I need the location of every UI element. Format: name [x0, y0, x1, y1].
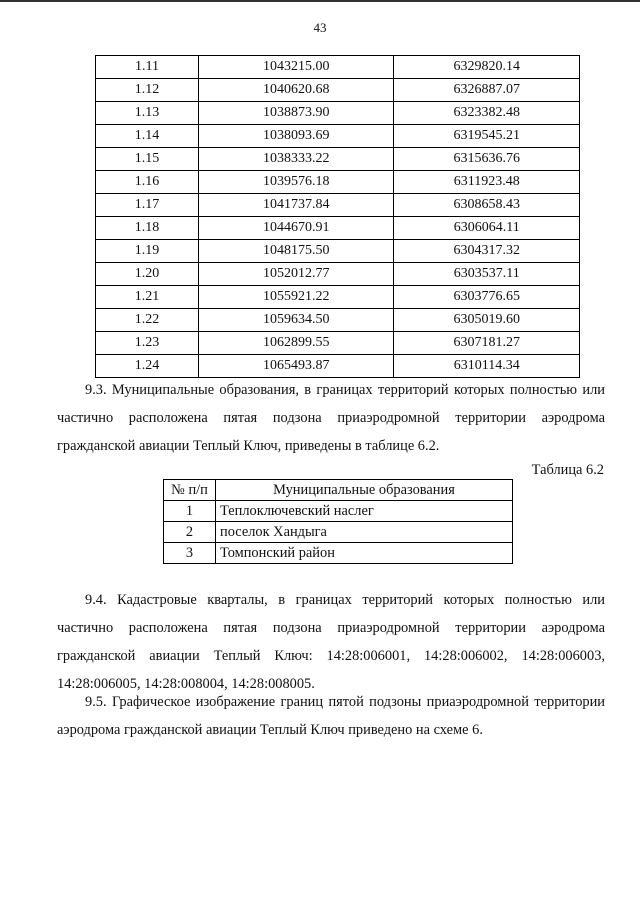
municipality-name-cell: Томпонский район: [216, 543, 513, 564]
y-coordinate-cell: 6308658.43: [394, 194, 580, 217]
table-caption: Таблица 6.2: [531, 462, 604, 478]
table-row: [96, 240, 580, 263]
paragraph-9-4: [57, 586, 605, 698]
point-id-cell: 1.24: [96, 355, 199, 378]
municipality-name-cell: Теплоключевский наслег: [216, 501, 513, 522]
y-coordinate-cell: 6304317.32: [394, 240, 580, 263]
paragraph-9-4-text: 9.4. Кадастровые кварталы, в границах территорий которых полностью или частично расположена пятая подзона приаэродромной территории аэродрома гражданской авиации Теплый Ключ: 14:28:006001, 14:28:006002, 14:28:006003, 14:28:006005, 14:28:008004, 14:28:008005.: [57, 592, 605, 692]
page-number: 43: [313, 20, 327, 35]
coordinates-table-body: [96, 56, 580, 378]
page-top-rule: [0, 0, 640, 2]
table-row: [96, 79, 580, 102]
row-number-cell: 3: [164, 543, 216, 564]
y-coordinate-cell: 6315636.76: [394, 148, 580, 171]
point-id-cell: 1.13: [96, 102, 199, 125]
table-row: [96, 217, 580, 240]
table-row: [164, 501, 513, 522]
y-coordinate-cell: 6319545.21: [394, 125, 580, 148]
x-coordinate-cell: 1038873.90: [199, 102, 394, 125]
x-coordinate-cell: 1062899.55: [199, 332, 394, 355]
point-id-cell: 1.18: [96, 217, 199, 240]
municipality-name-cell: поселок Хандыга: [216, 522, 513, 543]
x-coordinate-cell: 1059634.50: [199, 309, 394, 332]
table-row: [164, 543, 513, 564]
y-coordinate-cell: 6311923.48: [394, 171, 580, 194]
header-number: № п/п: [164, 480, 216, 501]
paragraph-9-3-text: 9.3. Муниципальные образования, в границах территорий которых полностью или частично расположена пятая подзона приаэродромной территории аэродрома гражданской авиации Теплый Ключ, приведены в таблице 6.2.: [57, 382, 605, 454]
x-coordinate-cell: 1052012.77: [199, 263, 394, 286]
table-row: [96, 332, 580, 355]
point-id-cell: 1.22: [96, 309, 199, 332]
x-coordinate-cell: 1065493.87: [199, 355, 394, 378]
point-id-cell: 1.19: [96, 240, 199, 263]
y-coordinate-cell: 6323382.48: [394, 102, 580, 125]
y-coordinate-cell: 6307181.27: [394, 332, 580, 355]
x-coordinate-cell: 1038333.22: [199, 148, 394, 171]
x-coordinate-cell: 1055921.22: [199, 286, 394, 309]
point-id-cell: 1.14: [96, 125, 199, 148]
municipalities-table: [163, 479, 513, 564]
municipalities-table-body: [164, 501, 513, 564]
x-coordinate-cell: 1040620.68: [199, 79, 394, 102]
x-coordinate-cell: 1044670.91: [199, 217, 394, 240]
point-id-cell: 1.17: [96, 194, 199, 217]
x-coordinate-cell: 1043215.00: [199, 56, 394, 79]
paragraph-9-3: [57, 376, 605, 460]
y-coordinate-cell: 6303776.65: [394, 286, 580, 309]
table-header-row: [164, 480, 513, 501]
paragraph-9-5-text: 9.5. Графическое изображение границ пятой подзоны приаэродромной территории аэродрома гражданской авиации Теплый Ключ приведено на схеме 6.: [57, 694, 605, 738]
y-coordinate-cell: 6326887.07: [394, 79, 580, 102]
x-coordinate-cell: 1039576.18: [199, 171, 394, 194]
row-number-cell: 2: [164, 522, 216, 543]
point-id-cell: 1.11: [96, 56, 199, 79]
paragraph-9-5: [57, 688, 605, 744]
point-id-cell: 1.23: [96, 332, 199, 355]
header-municipalities: Муниципальные образования: [216, 480, 513, 501]
y-coordinate-cell: 6303537.11: [394, 263, 580, 286]
point-id-cell: 1.16: [96, 171, 199, 194]
table-row: [96, 263, 580, 286]
x-coordinate-cell: 1038093.69: [199, 125, 394, 148]
y-coordinate-cell: 6305019.60: [394, 309, 580, 332]
table-row: [96, 56, 580, 79]
table-row: [96, 309, 580, 332]
table-row: [96, 194, 580, 217]
point-id-cell: 1.15: [96, 148, 199, 171]
table-row: [96, 286, 580, 309]
point-id-cell: 1.20: [96, 263, 199, 286]
y-coordinate-cell: 6329820.14: [394, 56, 580, 79]
x-coordinate-cell: 1041737.84: [199, 194, 394, 217]
point-id-cell: 1.12: [96, 79, 199, 102]
x-coordinate-cell: 1048175.50: [199, 240, 394, 263]
table-row: [96, 355, 580, 378]
y-coordinate-cell: 6306064.11: [394, 217, 580, 240]
point-id-cell: 1.21: [96, 286, 199, 309]
table-row: [96, 125, 580, 148]
table-row: [96, 148, 580, 171]
table-row: [164, 522, 513, 543]
y-coordinate-cell: 6310114.34: [394, 355, 580, 378]
table-row: [96, 171, 580, 194]
table-row: [96, 102, 580, 125]
row-number-cell: 1: [164, 501, 216, 522]
coordinates-table: [95, 55, 580, 378]
